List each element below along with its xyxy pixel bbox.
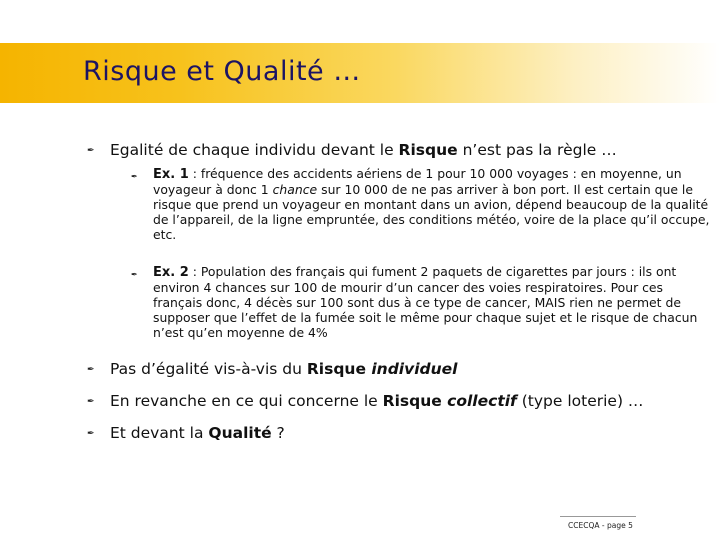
bullet-1-pre: Egalité de chaque individu devant le bbox=[110, 141, 399, 159]
bullet-4-bold: Qualité bbox=[208, 424, 272, 442]
bullet-1-post: n’est pas la règle … bbox=[457, 141, 617, 159]
bullet-3-pre: En revanche en ce qui concerne le bbox=[110, 392, 383, 410]
bullet-3-bold: Risque bbox=[382, 392, 442, 410]
bullet-2-bold: Risque bbox=[306, 360, 366, 378]
footer-divider bbox=[560, 516, 636, 517]
bullet-1-bold: Risque bbox=[398, 141, 458, 159]
bullet-2-bold-italic: individuel bbox=[365, 360, 458, 378]
footer-page-label: CCECQA - page 5 bbox=[568, 521, 633, 530]
bullet-3-bold-italic: collectif bbox=[441, 392, 517, 410]
pen-nib-icon: ✒ bbox=[87, 365, 95, 375]
sub-bullet-2-text: : Population des français qui fument 2 paquets de cigarettes par jours : ils ont environ 4 chances sur 100 de mourir d’un cancer des voies respiratoires. Pour ces français donc, 4 décès sur 100 sont dus à ce type de cancer, MAIS rien ne permet de supposer que l’effet de la fumée soit le même pour chaque sujet et le risque de chacun n’est qu’en moyenne de 4% bbox=[153, 264, 698, 340]
bullet-1 bbox=[110, 140, 617, 160]
sub-bullet-2-label: Ex. 2 bbox=[153, 265, 189, 280]
bullet-4 bbox=[110, 423, 285, 443]
bullet-3-post: (type loterie) … bbox=[516, 392, 644, 410]
bullet-4-post: ? bbox=[271, 424, 285, 442]
pen-nib-icon: ✒ bbox=[131, 172, 138, 181]
sub-bullet-1-post: sur 10 000 de ne pas arriver à bon port. Il est certain que le risque que prend un voyageur en montant dans un avion, dépend beaucoup de la qualité de l’appareil, de la ligne empruntée, des conditions météo, voire de la place qu’il occupe, etc. bbox=[153, 182, 710, 242]
sub-bullet-1 bbox=[153, 166, 713, 242]
sub-bullet-1-label: Ex. 1 bbox=[153, 167, 189, 182]
pen-nib-icon: ✒ bbox=[87, 397, 95, 407]
sub-bullet-2 bbox=[153, 264, 713, 340]
slide-title: Risque et Qualité … bbox=[83, 56, 361, 87]
sub-bullet-1-italic: chance bbox=[272, 182, 318, 197]
bullet-2 bbox=[110, 359, 458, 379]
sub-bullet-1-pre: : fréquence des accidents aériens de 1 pour 10 000 voyages : en moyenne, un voyageur à donc 1 bbox=[153, 166, 682, 197]
bullet-4-pre: Et devant la bbox=[110, 424, 209, 442]
pen-nib-icon: ✒ bbox=[87, 146, 95, 156]
bullet-2-pre: Pas d’égalité vis-à-vis du bbox=[110, 360, 307, 378]
bullet-3 bbox=[110, 391, 643, 411]
pen-nib-icon: ✒ bbox=[87, 429, 95, 439]
pen-nib-icon: ✒ bbox=[131, 270, 138, 279]
